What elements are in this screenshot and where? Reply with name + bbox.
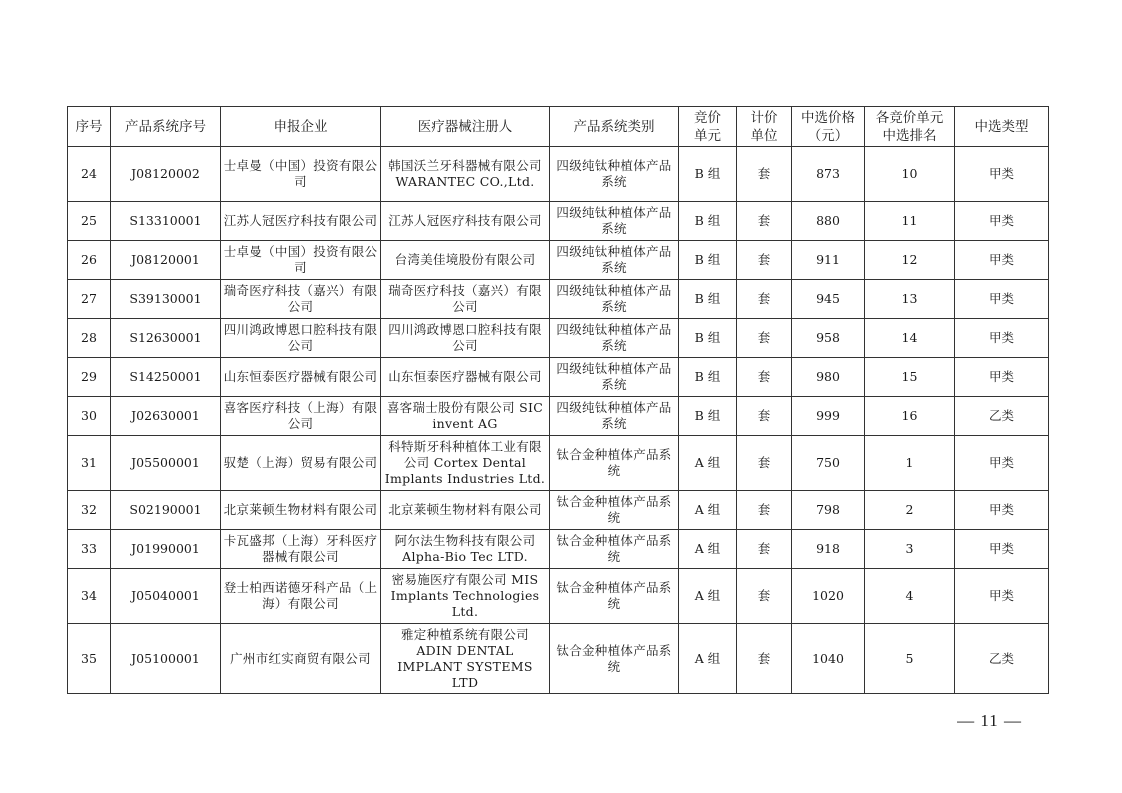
- cell-price: 798: [792, 491, 865, 530]
- cell-pricing-unit: 套: [737, 436, 792, 491]
- cell-serial-number: 28: [68, 319, 111, 358]
- cell-price: 873: [792, 147, 865, 202]
- results-table: [67, 106, 1049, 694]
- cell-enterprise: 北京莱顿生物材料有限公司: [221, 491, 381, 530]
- cell-selection-type: 甲类: [955, 436, 1049, 491]
- cell-category: 四级纯钛种植体产品系统: [550, 280, 679, 319]
- cell-enterprise: 四川鸿政博恩口腔科技有限公司: [221, 319, 381, 358]
- cell-pricing-unit: 套: [737, 491, 792, 530]
- cell-serial-number: 29: [68, 358, 111, 397]
- cell-category: 四级纯钛种植体产品系统: [550, 202, 679, 241]
- cell-product-code: J05500001: [111, 436, 221, 491]
- cell-registrant: 山东恒泰医疗器械有限公司: [381, 358, 550, 397]
- cell-serial-number: 26: [68, 241, 111, 280]
- cell-category: 四级纯钛种植体产品系统: [550, 241, 679, 280]
- cell-serial-number: 27: [68, 280, 111, 319]
- cell-bid-unit: B 组: [679, 397, 737, 436]
- cell-category: 钛合金种植体产品系统: [550, 530, 679, 569]
- cell-selection-type: 甲类: [955, 569, 1049, 624]
- cell-category: 钛合金种植体产品系统: [550, 624, 679, 694]
- cell-selection-type: 乙类: [955, 397, 1049, 436]
- cell-bid-unit: A 组: [679, 530, 737, 569]
- cell-product-code: J05100001: [111, 624, 221, 694]
- cell-rank: 5: [865, 624, 955, 694]
- header-category: 产品系统类别: [550, 107, 679, 147]
- cell-registrant: 台湾美佳境股份有限公司: [381, 241, 550, 280]
- cell-serial-number: 25: [68, 202, 111, 241]
- cell-price: 999: [792, 397, 865, 436]
- cell-product-code: S12630001: [111, 319, 221, 358]
- cell-category: 四级纯钛种植体产品系统: [550, 319, 679, 358]
- table-row: [68, 530, 1049, 569]
- cell-selection-type: 甲类: [955, 147, 1049, 202]
- table-row: [68, 319, 1049, 358]
- cell-rank: 3: [865, 530, 955, 569]
- cell-serial-number: 35: [68, 624, 111, 694]
- header-product-code: 产品系统序号: [111, 107, 221, 147]
- page-number: — 11 —: [957, 711, 1022, 730]
- cell-selection-type: 甲类: [955, 202, 1049, 241]
- header-row: [68, 107, 1049, 147]
- cell-selection-type: 甲类: [955, 491, 1049, 530]
- cell-bid-unit: B 组: [679, 358, 737, 397]
- cell-product-code: S13310001: [111, 202, 221, 241]
- cell-price: 1040: [792, 624, 865, 694]
- cell-price: 918: [792, 530, 865, 569]
- cell-category: 四级纯钛种植体产品系统: [550, 397, 679, 436]
- cell-bid-unit: A 组: [679, 491, 737, 530]
- header-bid-unit: 竞价 单元: [679, 107, 737, 147]
- cell-bid-unit: A 组: [679, 436, 737, 491]
- cell-rank: 4: [865, 569, 955, 624]
- cell-category: 钛合金种植体产品系统: [550, 569, 679, 624]
- header-registrant: 医疗器械注册人: [381, 107, 550, 147]
- cell-price: 911: [792, 241, 865, 280]
- cell-product-code: J02630001: [111, 397, 221, 436]
- cell-category: 钛合金种植体产品系统: [550, 491, 679, 530]
- cell-enterprise: 山东恒泰医疗器械有限公司: [221, 358, 381, 397]
- cell-pricing-unit: 套: [737, 397, 792, 436]
- header-pricing-unit: 计价 单位: [737, 107, 792, 147]
- cell-category: 四级纯钛种植体产品系统: [550, 358, 679, 397]
- cell-registrant: 江苏人冠医疗科技有限公司: [381, 202, 550, 241]
- cell-rank: 16: [865, 397, 955, 436]
- cell-product-code: J08120002: [111, 147, 221, 202]
- cell-pricing-unit: 套: [737, 280, 792, 319]
- cell-selection-type: 甲类: [955, 241, 1049, 280]
- cell-pricing-unit: 套: [737, 624, 792, 694]
- cell-product-code: J05040001: [111, 569, 221, 624]
- cell-selection-type: 甲类: [955, 280, 1049, 319]
- header-selection-type: 中选类型: [955, 107, 1049, 147]
- cell-bid-unit: B 组: [679, 202, 737, 241]
- cell-registrant: 喜客瑞士股份有限公司 SIC invent AG: [381, 397, 550, 436]
- cell-serial-number: 32: [68, 491, 111, 530]
- cell-bid-unit: B 组: [679, 280, 737, 319]
- table-row: [68, 624, 1049, 694]
- cell-enterprise: 驭楚（上海）贸易有限公司: [221, 436, 381, 491]
- cell-pricing-unit: 套: [737, 241, 792, 280]
- cell-product-code: S14250001: [111, 358, 221, 397]
- cell-bid-unit: B 组: [679, 147, 737, 202]
- cell-enterprise: 士卓曼（中国）投资有限公司: [221, 241, 381, 280]
- cell-pricing-unit: 套: [737, 202, 792, 241]
- cell-pricing-unit: 套: [737, 569, 792, 624]
- table-row: [68, 241, 1049, 280]
- cell-serial-number: 31: [68, 436, 111, 491]
- cell-registrant: 瑞奇医疗科技（嘉兴）有限公司: [381, 280, 550, 319]
- table-row: [68, 491, 1049, 530]
- cell-bid-unit: A 组: [679, 624, 737, 694]
- cell-rank: 10: [865, 147, 955, 202]
- cell-enterprise: 江苏人冠医疗科技有限公司: [221, 202, 381, 241]
- cell-pricing-unit: 套: [737, 358, 792, 397]
- cell-pricing-unit: 套: [737, 530, 792, 569]
- cell-bid-unit: B 组: [679, 319, 737, 358]
- table-row: [68, 436, 1049, 491]
- table-row: [68, 202, 1049, 241]
- cell-selection-type: 乙类: [955, 624, 1049, 694]
- cell-serial-number: 24: [68, 147, 111, 202]
- cell-bid-unit: A 组: [679, 569, 737, 624]
- cell-registrant: 科特斯牙科种植体工业有限公司 Cortex Dental Implants Industries Ltd.: [381, 436, 550, 491]
- cell-category: 四级纯钛种植体产品系统: [550, 147, 679, 202]
- table-row: [68, 280, 1049, 319]
- cell-enterprise: 登士柏西诺德牙科产品（上海）有限公司: [221, 569, 381, 624]
- table-body: [68, 147, 1049, 694]
- cell-selection-type: 甲类: [955, 530, 1049, 569]
- cell-enterprise: 广州市红实商贸有限公司: [221, 624, 381, 694]
- cell-bid-unit: B 组: [679, 241, 737, 280]
- cell-registrant: 雅定种植系统有限公司 ADIN DENTAL IMPLANT SYSTEMS LTD: [381, 624, 550, 694]
- cell-price: 1020: [792, 569, 865, 624]
- cell-price: 945: [792, 280, 865, 319]
- cell-enterprise: 士卓曼（中国）投资有限公司: [221, 147, 381, 202]
- cell-product-code: S39130001: [111, 280, 221, 319]
- cell-rank: 2: [865, 491, 955, 530]
- cell-pricing-unit: 套: [737, 147, 792, 202]
- header-price: 中选价格 （元）: [792, 107, 865, 147]
- header-rank: 各竞价单元 中选排名: [865, 107, 955, 147]
- header-enterprise: 申报企业: [221, 107, 381, 147]
- cell-serial-number: 34: [68, 569, 111, 624]
- cell-serial-number: 33: [68, 530, 111, 569]
- table-row: [68, 147, 1049, 202]
- cell-enterprise: 瑞奇医疗科技（嘉兴）有限公司: [221, 280, 381, 319]
- cell-selection-type: 甲类: [955, 358, 1049, 397]
- cell-rank: 14: [865, 319, 955, 358]
- cell-price: 750: [792, 436, 865, 491]
- cell-price: 880: [792, 202, 865, 241]
- cell-rank: 11: [865, 202, 955, 241]
- cell-rank: 15: [865, 358, 955, 397]
- cell-category: 钛合金种植体产品系统: [550, 436, 679, 491]
- cell-pricing-unit: 套: [737, 319, 792, 358]
- table-row: [68, 358, 1049, 397]
- cell-enterprise: 卡瓦盛邦（上海）牙科医疗器械有限公司: [221, 530, 381, 569]
- cell-rank: 12: [865, 241, 955, 280]
- cell-price: 958: [792, 319, 865, 358]
- cell-enterprise: 喜客医疗科技（上海）有限公司: [221, 397, 381, 436]
- cell-selection-type: 甲类: [955, 319, 1049, 358]
- header-serial-number: 序号: [68, 107, 111, 147]
- cell-registrant: 北京莱顿生物材料有限公司: [381, 491, 550, 530]
- cell-registrant: 四川鸿政博恩口腔科技有限公司: [381, 319, 550, 358]
- table-row: [68, 397, 1049, 436]
- table-row: [68, 569, 1049, 624]
- cell-rank: 13: [865, 280, 955, 319]
- cell-registrant: 阿尔法生物科技有限公司 Alpha-Bio Tec LTD.: [381, 530, 550, 569]
- cell-registrant: 韩国沃兰牙科器械有限公司 WARANTEC CO.,Ltd.: [381, 147, 550, 202]
- cell-rank: 1: [865, 436, 955, 491]
- cell-product-code: J01990001: [111, 530, 221, 569]
- cell-product-code: J08120001: [111, 241, 221, 280]
- cell-price: 980: [792, 358, 865, 397]
- cell-registrant: 密易施医疗有限公司 MIS Implants Technologies Ltd.: [381, 569, 550, 624]
- cell-product-code: S02190001: [111, 491, 221, 530]
- cell-serial-number: 30: [68, 397, 111, 436]
